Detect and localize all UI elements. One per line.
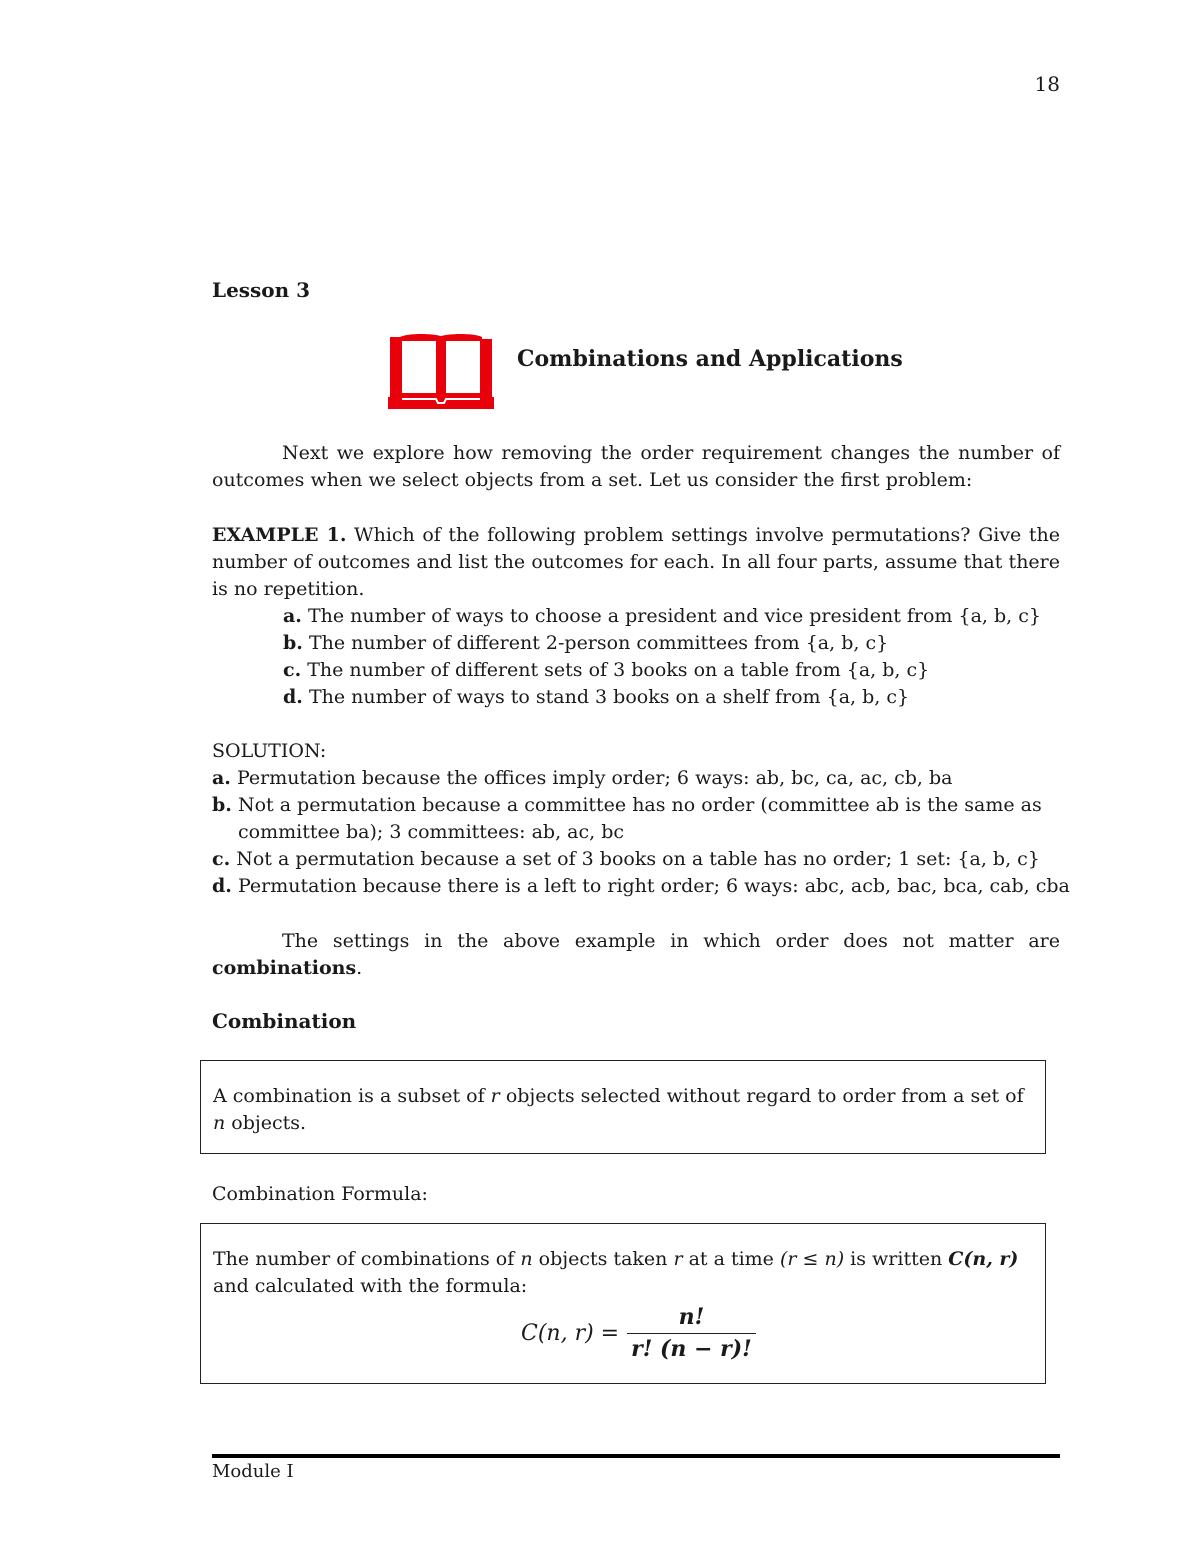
definition-box: A combination is a subset of r objects selected without regard to order from a set of n objects. <box>200 1060 1046 1154</box>
list-item: a. The number of ways to choose a president and vice president from {a, b, c} <box>283 605 1041 627</box>
solution-label: SOLUTION: <box>212 740 327 762</box>
formula-denominator: r! (n − r)! <box>627 1333 756 1363</box>
book-icon <box>388 333 494 409</box>
combinations-term: combinations <box>212 957 357 979</box>
lesson-label: Lesson 3 <box>212 278 311 302</box>
combination-formula <box>521 1304 756 1363</box>
formula-fraction <box>627 1304 756 1363</box>
footer-label: Module I <box>212 1461 294 1482</box>
example-parts <box>283 603 1041 711</box>
lesson-title: Combinations and Applications <box>517 346 903 372</box>
settings-paragraph: The settings in the above example in which order does not matter are combinations. <box>212 930 1060 979</box>
list-item: d. Permutation because there is a left to right order; 6 ways: abc, acb, bac, bca, cab, cba <box>212 875 1070 897</box>
example-text: Which of the following problem settings involve permutations? Give the number of outcomes and list the outcomes for each. In all four parts, assume that there is no repetition. <box>212 524 1061 600</box>
example-paragraph <box>212 522 1060 603</box>
list-item: b. Not a permutation because a committee has no order (committee ab is the same as <box>212 794 1042 816</box>
list-item: d. The number of ways to stand 3 books on a shelf from {a, b, c} <box>283 686 910 708</box>
list-item: c. The number of different sets of 3 books on a table from {a, b, c} <box>283 659 930 681</box>
list-item: a. Permutation because the offices imply order; 6 ways: ab, bc, ca, ac, cb, ba <box>212 767 953 789</box>
page-number: 18 <box>1034 72 1060 96</box>
list-item: c. Not a permutation because a set of 3 books on a table has no order; 1 set: {a, b, c} <box>212 848 1040 870</box>
formula-label: Combination Formula: <box>212 1183 428 1205</box>
combination-heading: Combination <box>212 1009 357 1033</box>
example-label: EXAMPLE 1. <box>212 524 347 546</box>
list-item-continuation: committee ba); 3 committees: ab, ac, bc <box>238 821 625 843</box>
list-item: b. The number of different 2-person committees from {a, b, c} <box>283 632 889 654</box>
formula-box <box>200 1223 1046 1384</box>
formula-lhs: C(n, r) = <box>521 1321 620 1346</box>
formula-numerator: n! <box>678 1304 705 1330</box>
formula-description: The number of combinations of n objects taken r at a time (r ≤ n) is written C(n, r) and calculated with the formula: <box>213 1248 1019 1297</box>
footer-rule <box>212 1454 1060 1458</box>
solution-section <box>212 738 1070 900</box>
intro-paragraph: Next we explore how removing the order requirement changes the number of outcomes when we select objects from a set. Let us consider the first problem: <box>212 442 1060 491</box>
